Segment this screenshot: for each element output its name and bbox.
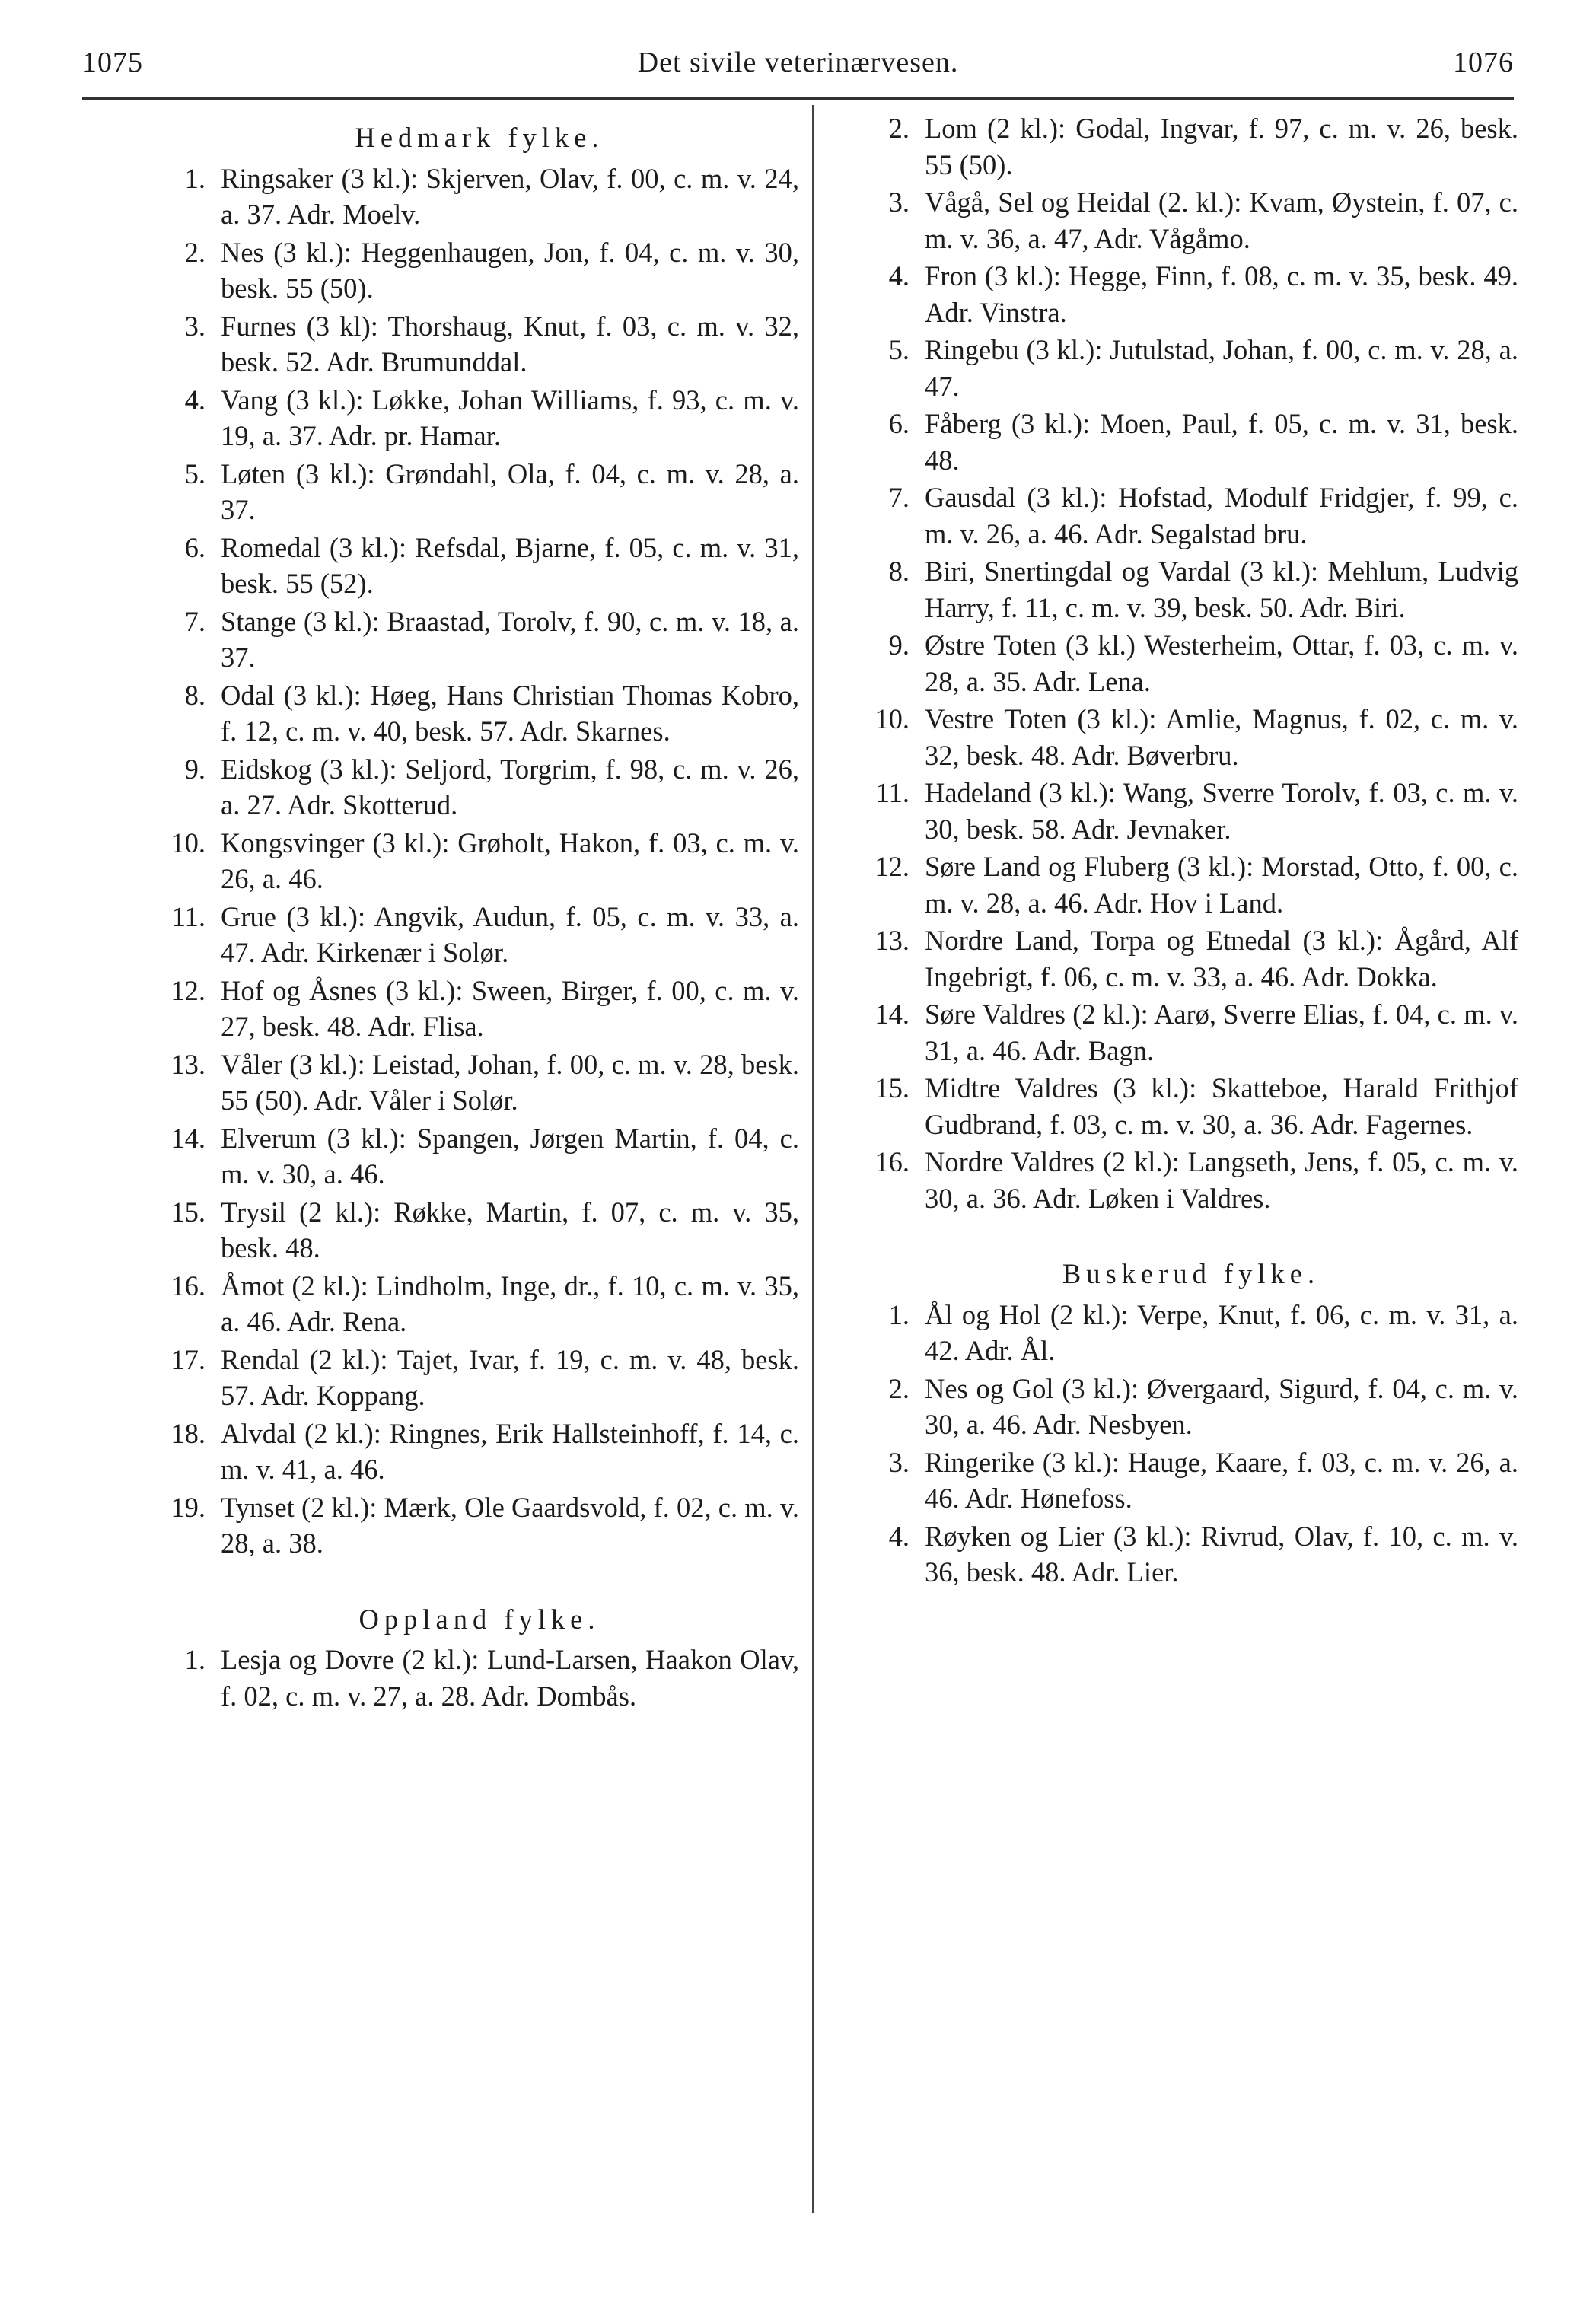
entry-number: 2.	[184, 236, 205, 268]
entry-number: 9.	[184, 753, 205, 785]
entry-text: Ål og Hol (2 kl.): Verpe, Knut, f. 06, c. m. v. 31, a. 42. Adr. Ål.	[925, 1298, 1518, 1366]
list-item	[833, 258, 1518, 330]
entry-number: 3.	[888, 1446, 909, 1478]
entry-number: 4.	[888, 260, 909, 291]
list-item	[129, 1342, 799, 1414]
entry-text: Ringebu (3 kl.): Jutulstad, Johan, f. 00, c. m. v. 28, a. 47.	[925, 334, 1518, 402]
entry-number: 18.	[170, 1417, 205, 1449]
entry-text: Nordre Valdres (2 kl.): Langseth, Jens, f. 05, c. m. v. 30, a. 36. Adr. Løken i Valdres.	[925, 1146, 1518, 1214]
entry-number: 6.	[184, 531, 205, 563]
list-item	[833, 110, 1518, 183]
entry-number: 10.	[170, 827, 205, 858]
entry-text: Nes og Gol (3 kl.): Øvergaard, Sigurd, f. 04, c. m. v. 30, a. 46. Adr. Nesbyen.	[925, 1372, 1518, 1440]
list-item	[129, 456, 799, 528]
entry-text: Åmot (2 kl.): Lindholm, Inge, dr., f. 10, c. m. v. 35, a. 46. Adr. Rena.	[221, 1269, 799, 1337]
list-item	[129, 1046, 799, 1119]
list-item	[833, 849, 1518, 921]
entry-number: 17.	[170, 1343, 205, 1375]
running-title: Det sivile veterinærvesen.	[637, 46, 959, 78]
entry-text: Romedal (3 kl.): Refsdal, Bjarne, f. 05, c. m. v. 31, besk. 55 (52).	[221, 531, 799, 599]
entry-text: Furnes (3 kl): Thorshaug, Knut, f. 03, c. m. v. 32, besk. 52. Adr. Brumunddal.	[221, 310, 799, 377]
list-item	[833, 701, 1518, 773]
entry-number: 11.	[875, 777, 909, 808]
entry-number: 3.	[888, 186, 909, 218]
entry-text: Våler (3 kl.): Leistad, Johan, f. 00, c. m. v. 28, besk. 55 (50). Adr. Våler i Solør.	[221, 1048, 799, 1116]
list-item	[129, 677, 799, 750]
list-item	[833, 406, 1518, 478]
entry-text: Ringerike (3 kl.): Hauge, Kaare, f. 03, c. m. v. 26, a. 46. Adr. Hønefoss.	[925, 1446, 1518, 1514]
entry-text: Ringsaker (3 kl.): Skjerven, Olav, f. 00, c. m. v. 24, a. 37. Adr. Moelv.	[221, 162, 799, 230]
list-item	[129, 1194, 799, 1266]
column-divider	[812, 105, 814, 2213]
entry-text: Stange (3 kl.): Braastad, Torolv, f. 90, c. m. v. 18, a. 37.	[221, 605, 799, 673]
entry-number: 19.	[170, 1491, 205, 1523]
list-item	[833, 1518, 1518, 1591]
entry-number: 9.	[888, 629, 909, 661]
list-item	[129, 1642, 799, 1714]
page-header	[82, 46, 1514, 91]
entry-text: Østre Toten (3 kl.) Westerheim, Ottar, f. 03, c. m. v. 28, a. 35. Adr. Lena.	[925, 629, 1518, 697]
entry-number: 14.	[874, 999, 909, 1030]
entry-text: Fåberg (3 kl.): Moen, Paul, f. 05, c. m. v. 31, besk. 48.	[925, 408, 1518, 476]
entry-text: Alvdal (2 kl.): Ringnes, Erik Hallsteinhoff, f. 14, c. m. v. 41, a. 46.	[221, 1417, 799, 1485]
list-item	[129, 899, 799, 971]
list-item	[833, 1371, 1518, 1443]
entry-text: Lom (2 kl.): Godal, Ingvar, f. 97, c. m. v. 26, besk. 55 (50).	[925, 113, 1518, 180]
entry-text: Nes (3 kl.): Heggenhaugen, Jon, f. 04, c. m. v. 30, besk. 55 (50).	[221, 236, 799, 304]
right-column	[833, 110, 1518, 1592]
entry-number: 2.	[888, 1372, 909, 1404]
entry-number: 8.	[888, 556, 909, 587]
list-item	[833, 553, 1518, 626]
entry-number: 15.	[170, 1196, 205, 1228]
list-item	[833, 775, 1518, 847]
list-item	[833, 1144, 1518, 1216]
entry-number: 2.	[888, 113, 909, 144]
entry-number: 1.	[888, 1298, 909, 1330]
entry-number: 13.	[170, 1048, 205, 1080]
list-item	[833, 627, 1518, 699]
list-item	[833, 1297, 1518, 1369]
list-item	[129, 382, 799, 454]
entry-text: Søre Land og Fluberg (3 kl.): Morstad, Otto, f. 00, c. m. v. 28, a. 46. Adr. Hov i Land.	[925, 851, 1518, 919]
entry-number: 16.	[874, 1146, 909, 1177]
entry-text: Hadeland (3 kl.): Wang, Sverre Torolv, f. 03, c. m. v. 30, besk. 58. Adr. Jevnaker.	[925, 777, 1518, 845]
list-item	[129, 604, 799, 676]
entry-text: Midtre Valdres (3 kl.): Skatteboe, Harald Frithjof Gudbrand, f. 03, c. m. v. 30, a. 36. Adr. Fagernes.	[925, 1072, 1518, 1140]
entry-text: Rendal (2 kl.): Tajet, Ivar, f. 19, c. m. v. 48, besk. 57. Adr. Koppang.	[221, 1343, 799, 1411]
section-title: Oppland fylke.	[358, 1603, 600, 1635]
entry-text: Røyken og Lier (3 kl.): Rivrud, Olav, f. 10, c. m. v. 36, besk. 48. Adr. Lier.	[925, 1520, 1518, 1588]
header-rule	[82, 97, 1514, 100]
entry-text: Søre Valdres (2 kl.): Aarø, Sverre Elias, f. 04, c. m. v. 31, a. 46. Adr. Bagn.	[925, 999, 1518, 1066]
entry-number: 4.	[184, 384, 205, 416]
entry-text: Vestre Toten (3 kl.): Amlie, Magnus, f. 02, c. m. v. 32, besk. 48. Adr. Bøverbru.	[925, 703, 1518, 771]
list-item	[833, 1444, 1518, 1517]
list-item	[833, 332, 1518, 404]
entry-number: 14.	[170, 1122, 205, 1154]
page-number-right: 1076	[1453, 46, 1514, 78]
list-item	[129, 530, 799, 602]
entry-text: Odal (3 kl.): Høeg, Hans Christian Thomas Kobro, f. 12, c. m. v. 40, besk. 57. Adr. Skarnes.	[221, 679, 799, 747]
list-item	[129, 1268, 799, 1340]
left-column	[129, 110, 799, 1715]
list-item	[129, 161, 799, 233]
entry-text: Tynset (2 kl.): Mærk, Ole Gaardsvold, f. 02, c. m. v. 28, a. 38.	[221, 1491, 799, 1559]
entry-number: 7.	[184, 605, 205, 637]
entry-number: 13.	[874, 925, 909, 956]
entry-text: Fron (3 kl.): Hegge, Finn, f. 08, c. m. v. 35, besk. 49. Adr. Vinstra.	[925, 260, 1518, 328]
entry-number: 16.	[170, 1269, 205, 1301]
entry-text: Gausdal (3 kl.): Hofstad, Modulf Fridgjer, f. 99, c. m. v. 26, a. 46. Adr. Segalstad bru.	[925, 482, 1518, 549]
list-item	[833, 184, 1518, 256]
entry-text: Nordre Land, Torpa og Etnedal (3 kl.): Ågård, Alf Ingebrigt, f. 06, c. m. v. 33, a. 46. Adr. Dokka.	[925, 925, 1518, 992]
entry-number: 3.	[184, 310, 205, 342]
entry-number: 15.	[874, 1072, 909, 1104]
list-item	[129, 825, 799, 897]
entry-number: 4.	[888, 1520, 909, 1552]
list-item	[833, 996, 1518, 1069]
list-item	[129, 751, 799, 823]
list-item	[129, 308, 799, 381]
page-number-left: 1075	[82, 46, 143, 78]
section-title: Hedmark fylke.	[355, 122, 604, 153]
list-item	[129, 1120, 799, 1193]
section-title: Buskerud fylke.	[1062, 1258, 1320, 1289]
entry-number: 7.	[888, 482, 909, 513]
list-item	[833, 922, 1518, 995]
entry-text: Løten (3 kl.): Grøndahl, Ola, f. 04, c. m. v. 28, a. 37.	[221, 457, 799, 525]
entry-number: 12.	[170, 974, 205, 1006]
list-item	[129, 973, 799, 1045]
entry-number: 11.	[171, 900, 205, 932]
entry-number: 1.	[184, 162, 205, 194]
entry-text: Lesja og Dovre (2 kl.): Lund-Larsen, Haakon Olav, f. 02, c. m. v. 27, a. 28. Adr. Dombås.	[221, 1644, 799, 1712]
entry-number: 5.	[184, 457, 205, 489]
entry-number: 8.	[184, 679, 205, 711]
entry-number: 12.	[874, 851, 909, 882]
entry-text: Elverum (3 kl.): Spangen, Jørgen Martin, f. 04, c. m. v. 30, a. 46.	[221, 1122, 799, 1190]
entry-text: Trysil (2 kl.): Røkke, Martin, f. 07, c. m. v. 35, besk. 48.	[221, 1196, 799, 1263]
entry-text: Vågå, Sel og Heidal (2. kl.): Kvam, Øystein, f. 07, c. m. v. 36, a. 47, Adr. Vågåmo.	[925, 186, 1518, 254]
entry-number: 5.	[888, 334, 909, 365]
list-item	[833, 1070, 1518, 1142]
list-item	[129, 1489, 799, 1562]
entry-text: Grue (3 kl.): Angvik, Audun, f. 05, c. m. v. 33, a. 47. Adr. Kirkenær i Solør.	[221, 900, 799, 968]
entry-text: Hof og Åsnes (3 kl.): Sween, Birger, f. 00, c. m. v. 27, besk. 48. Adr. Flisa.	[221, 974, 799, 1042]
entry-text: Eidskog (3 kl.): Seljord, Torgrim, f. 98, c. m. v. 26, a. 27. Adr. Skotterud.	[221, 753, 799, 820]
list-item	[833, 479, 1518, 552]
entry-text: Biri, Snertingdal og Vardal (3 kl.): Mehlum, Ludvig Harry, f. 11, c. m. v. 39, besk. 50. Adr. Biri.	[925, 556, 1518, 623]
entry-text: Kongsvinger (3 kl.): Grøholt, Hakon, f. 03, c. m. v. 26, a. 46.	[221, 827, 799, 894]
entry-number: 1.	[184, 1644, 205, 1675]
list-item	[129, 234, 799, 307]
entry-text: Vang (3 kl.): Løkke, Johan Williams, f. 93, c. m. v. 19, a. 37. Adr. pr. Hamar.	[221, 384, 799, 451]
list-item	[129, 1416, 799, 1488]
entry-number: 6.	[888, 408, 909, 439]
entry-number: 10.	[874, 703, 909, 734]
